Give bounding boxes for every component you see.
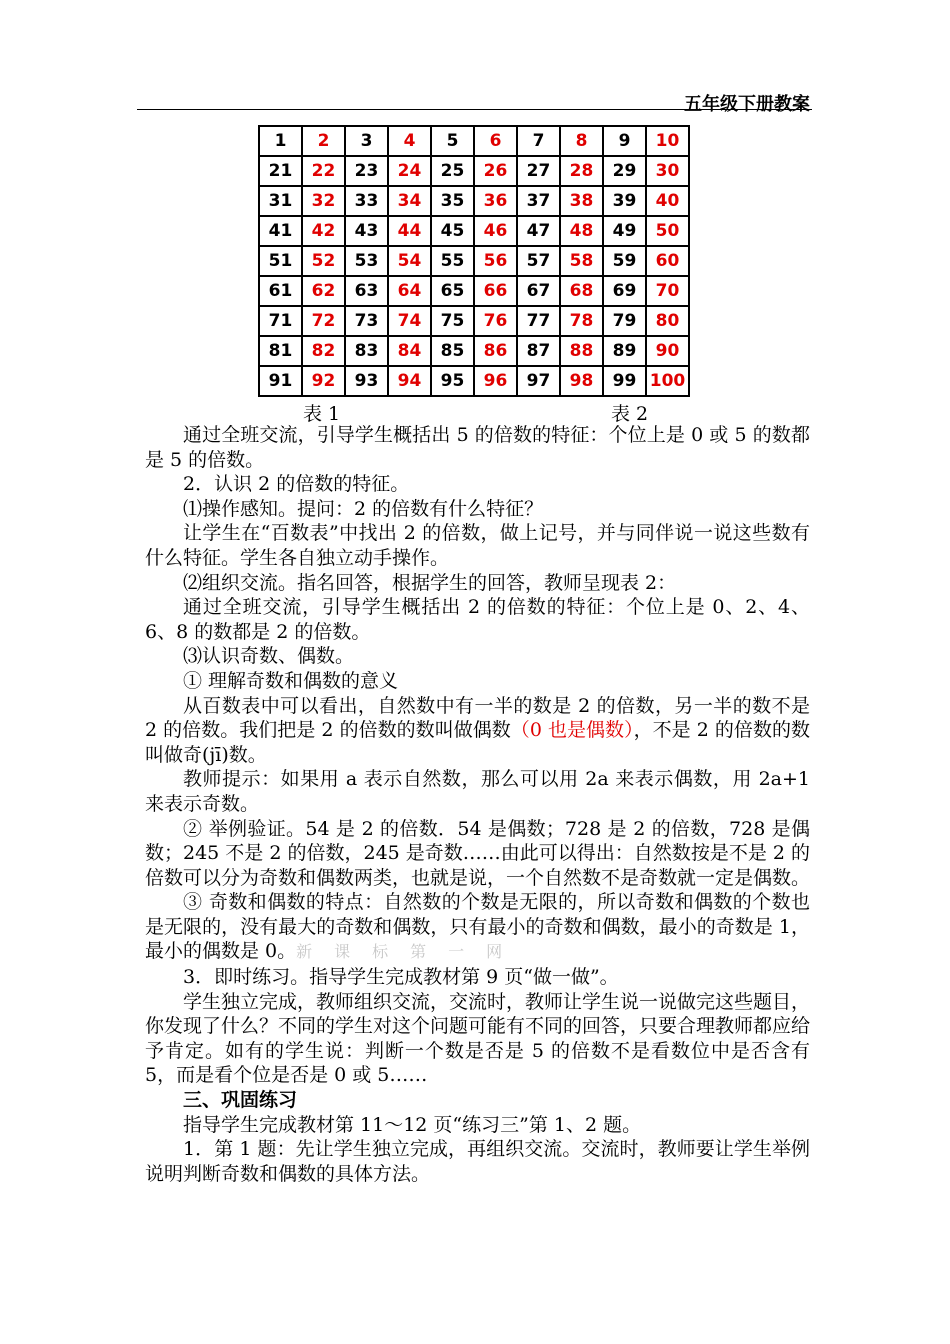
table-row [259, 216, 689, 246]
table-cell: 39 [603, 186, 646, 216]
table-cell: 57 [517, 246, 560, 276]
lesson-content [145, 423, 810, 1186]
paragraph: 1．第 1 题：先让学生独立完成，再组织交流。交流时，教师要让学生举例说明判断奇数和偶数的具体方法。 [145, 1138, 810, 1185]
table-cell: 5 [431, 126, 474, 156]
paragraph: 3．即时练习。指导学生完成教材第 9 页“做一做”。 [183, 966, 619, 989]
table-cell: 53 [345, 246, 388, 276]
table-cell: 25 [431, 156, 474, 186]
table-cell: 46 [474, 216, 517, 246]
table-cell: 31 [259, 186, 302, 216]
table-cell: 40 [646, 186, 689, 216]
table-row [259, 126, 689, 156]
text: ③ 奇数和偶数的特点：自然数的个数是无限的，所以奇数和偶数的个数也是无限的，没有最大的奇数和偶数，只有最小的奇数和偶数，最小的奇数是 1，最小的偶数是 0。 [145, 891, 810, 963]
table-cell: 100 [646, 366, 689, 396]
header-title: 五年级下册教案 [684, 94, 810, 115]
table-cell: 23 [345, 156, 388, 186]
table-cell: 69 [603, 276, 646, 306]
table-cell: 38 [560, 186, 603, 216]
table-cell: 64 [388, 276, 431, 306]
paragraph: ⑶认识奇数、偶数。 [183, 645, 355, 668]
table-cell: 88 [560, 336, 603, 366]
table-cell: 35 [431, 186, 474, 216]
caption-table-1: 表 1 [303, 403, 341, 425]
paragraph-even-odd-definition [145, 694, 810, 768]
table-cell: 82 [302, 336, 345, 366]
paragraph: 学生独立完成，教师组织交流，交流时，教师让学生说一说做完这些题目，你发现了什么？不同的学生对这个问题可能有不同的回答，只要合理教师都应给予肯定。如有的学生说：判断一个数是否是 5 的倍数不是看数位中是否含有 5，而是看个位是否是 0 或 5…… [145, 990, 811, 1087]
table-cell: 99 [603, 366, 646, 396]
table-cell: 27 [517, 156, 560, 186]
table-cell: 6 [474, 126, 517, 156]
table-cell: 96 [474, 366, 517, 396]
table-cell: 76 [474, 306, 517, 336]
paragraph: 2．认识 2 的倍数的特征。 [183, 473, 410, 496]
table-cell: 83 [345, 336, 388, 366]
table-cell: 89 [603, 336, 646, 366]
table-cell: 30 [646, 156, 689, 186]
table-cell: 73 [345, 306, 388, 336]
table-row [259, 336, 689, 366]
table-cell: 84 [388, 336, 431, 366]
table-cell: 1 [259, 126, 302, 156]
table-cell: 51 [259, 246, 302, 276]
table-cell: 54 [388, 246, 431, 276]
text: 从百数表中可以看出，自然数中有一半的数是 2 的倍数，另一半的数不是 2 的倍数。我们把是 2 的倍数的数叫做偶数 [145, 694, 810, 742]
paragraph: ⑴操作感知。提问：2 的倍数有什么特征？ [183, 497, 544, 520]
text: ，不是 2 的倍数的数叫做奇(jī)数。 [145, 719, 811, 766]
table-cell: 67 [517, 276, 560, 306]
table-cell: 44 [388, 216, 431, 246]
table-cell: 43 [345, 216, 388, 246]
table-cell: 59 [603, 246, 646, 276]
paragraph: ⑵组织交流。指名回答，根据学生的回答，教师呈现表 2： [183, 571, 677, 594]
table-cell: 9 [603, 126, 646, 156]
table-row [259, 186, 689, 216]
table-cell: 8 [560, 126, 603, 156]
table-cell: 97 [517, 366, 560, 396]
table-cell: 81 [259, 336, 302, 366]
table-cell: 92 [302, 366, 345, 396]
table-cell: 56 [474, 246, 517, 276]
paragraph: 指导学生完成教材第 11～12 页“练习三”第 1、2 题。 [183, 1113, 642, 1136]
table-cell: 85 [431, 336, 474, 366]
paragraph: ② 举例验证。54 是 2 的倍数．54 是偶数；728 是 2 的倍数，728 是偶数；245 不是 2 的倍数，245 是奇数……由此可以得出：自然数按是不是 2 的倍数可以分为奇数和偶数两类，也就是说，一个自然数不是奇数就一定是偶数。 [145, 817, 811, 889]
paragraph: ① 理解奇数和偶数的意义 [183, 669, 399, 692]
table-cell: 93 [345, 366, 388, 396]
table-cell: 52 [302, 246, 345, 276]
table-cell: 36 [474, 186, 517, 216]
table-cell: 87 [517, 336, 560, 366]
table-cell: 90 [646, 336, 689, 366]
table-cell: 7 [517, 126, 560, 156]
watermark-text: 新课标第一网 [296, 942, 525, 962]
hundred-table [258, 125, 690, 397]
table-cell: 2 [302, 126, 345, 156]
table-cell: 60 [646, 246, 689, 276]
table-cell: 42 [302, 216, 345, 246]
table-cell: 55 [431, 246, 474, 276]
table-cell: 50 [646, 216, 689, 246]
table-cell: 74 [388, 306, 431, 336]
table-cell: 68 [560, 276, 603, 306]
paragraph: 通过全班交流，引导学生概括出 5 的倍数的特征：个位上是 0 或 5 的数都是 5 的倍数。 [145, 424, 810, 471]
table-row [259, 366, 689, 396]
table-cell: 86 [474, 336, 517, 366]
paragraph [145, 890, 810, 965]
paragraph: 让学生在“百数表”中找出 2 的倍数，做上记号，并与同伴说一说这些数有什么特征。学生各自独立动手操作。 [145, 522, 810, 569]
table-cell: 4 [388, 126, 431, 156]
table-cell: 80 [646, 306, 689, 336]
table-row [259, 276, 689, 306]
table-cell: 79 [603, 306, 646, 336]
table-cell: 34 [388, 186, 431, 216]
table-cell: 98 [560, 366, 603, 396]
table-cell: 29 [603, 156, 646, 186]
section-heading: 三、巩固练习 [183, 1089, 298, 1112]
table-cell: 21 [259, 156, 302, 186]
table-row [259, 156, 689, 186]
table-cell: 78 [560, 306, 603, 336]
table-cell: 61 [259, 276, 302, 306]
table-cell: 47 [517, 216, 560, 246]
table-cell: 24 [388, 156, 431, 186]
table-row [259, 306, 689, 336]
table-cell: 41 [259, 216, 302, 246]
table-cell: 94 [388, 366, 431, 396]
paragraph: 通过全班交流，引导学生概括出 2 的倍数的特征：个位上是 0、2、4、6、8 的数都是 2 的倍数。 [145, 596, 810, 643]
table-cell: 37 [517, 186, 560, 216]
table-cell: 26 [474, 156, 517, 186]
table-cell: 10 [646, 126, 689, 156]
table-cell: 71 [259, 306, 302, 336]
table-cell: 63 [345, 276, 388, 306]
table-cell: 95 [431, 366, 474, 396]
table-cell: 32 [302, 186, 345, 216]
table-cell: 77 [517, 306, 560, 336]
header-rule [137, 109, 812, 110]
table-cell: 75 [431, 306, 474, 336]
table-cell: 22 [302, 156, 345, 186]
table-cell: 33 [345, 186, 388, 216]
paragraph: 教师提示：如果用 a 表示自然数，那么可以用 2a 来表示偶数，用 2a+1 来表示奇数。 [145, 768, 810, 815]
table-cell: 45 [431, 216, 474, 246]
caption-table-2: 表 2 [611, 403, 649, 425]
table-row [259, 246, 689, 276]
table-cell: 58 [560, 246, 603, 276]
table-cell: 65 [431, 276, 474, 306]
zero-even-note: （0 也是偶数） [510, 719, 634, 742]
table-cell: 49 [603, 216, 646, 246]
table-cell: 66 [474, 276, 517, 306]
table-cell: 48 [560, 216, 603, 246]
table-cell: 91 [259, 366, 302, 396]
table-cell: 28 [560, 156, 603, 186]
table-cell: 62 [302, 276, 345, 306]
table-cell: 72 [302, 306, 345, 336]
table-cell: 70 [646, 276, 689, 306]
table-cell: 3 [345, 126, 388, 156]
